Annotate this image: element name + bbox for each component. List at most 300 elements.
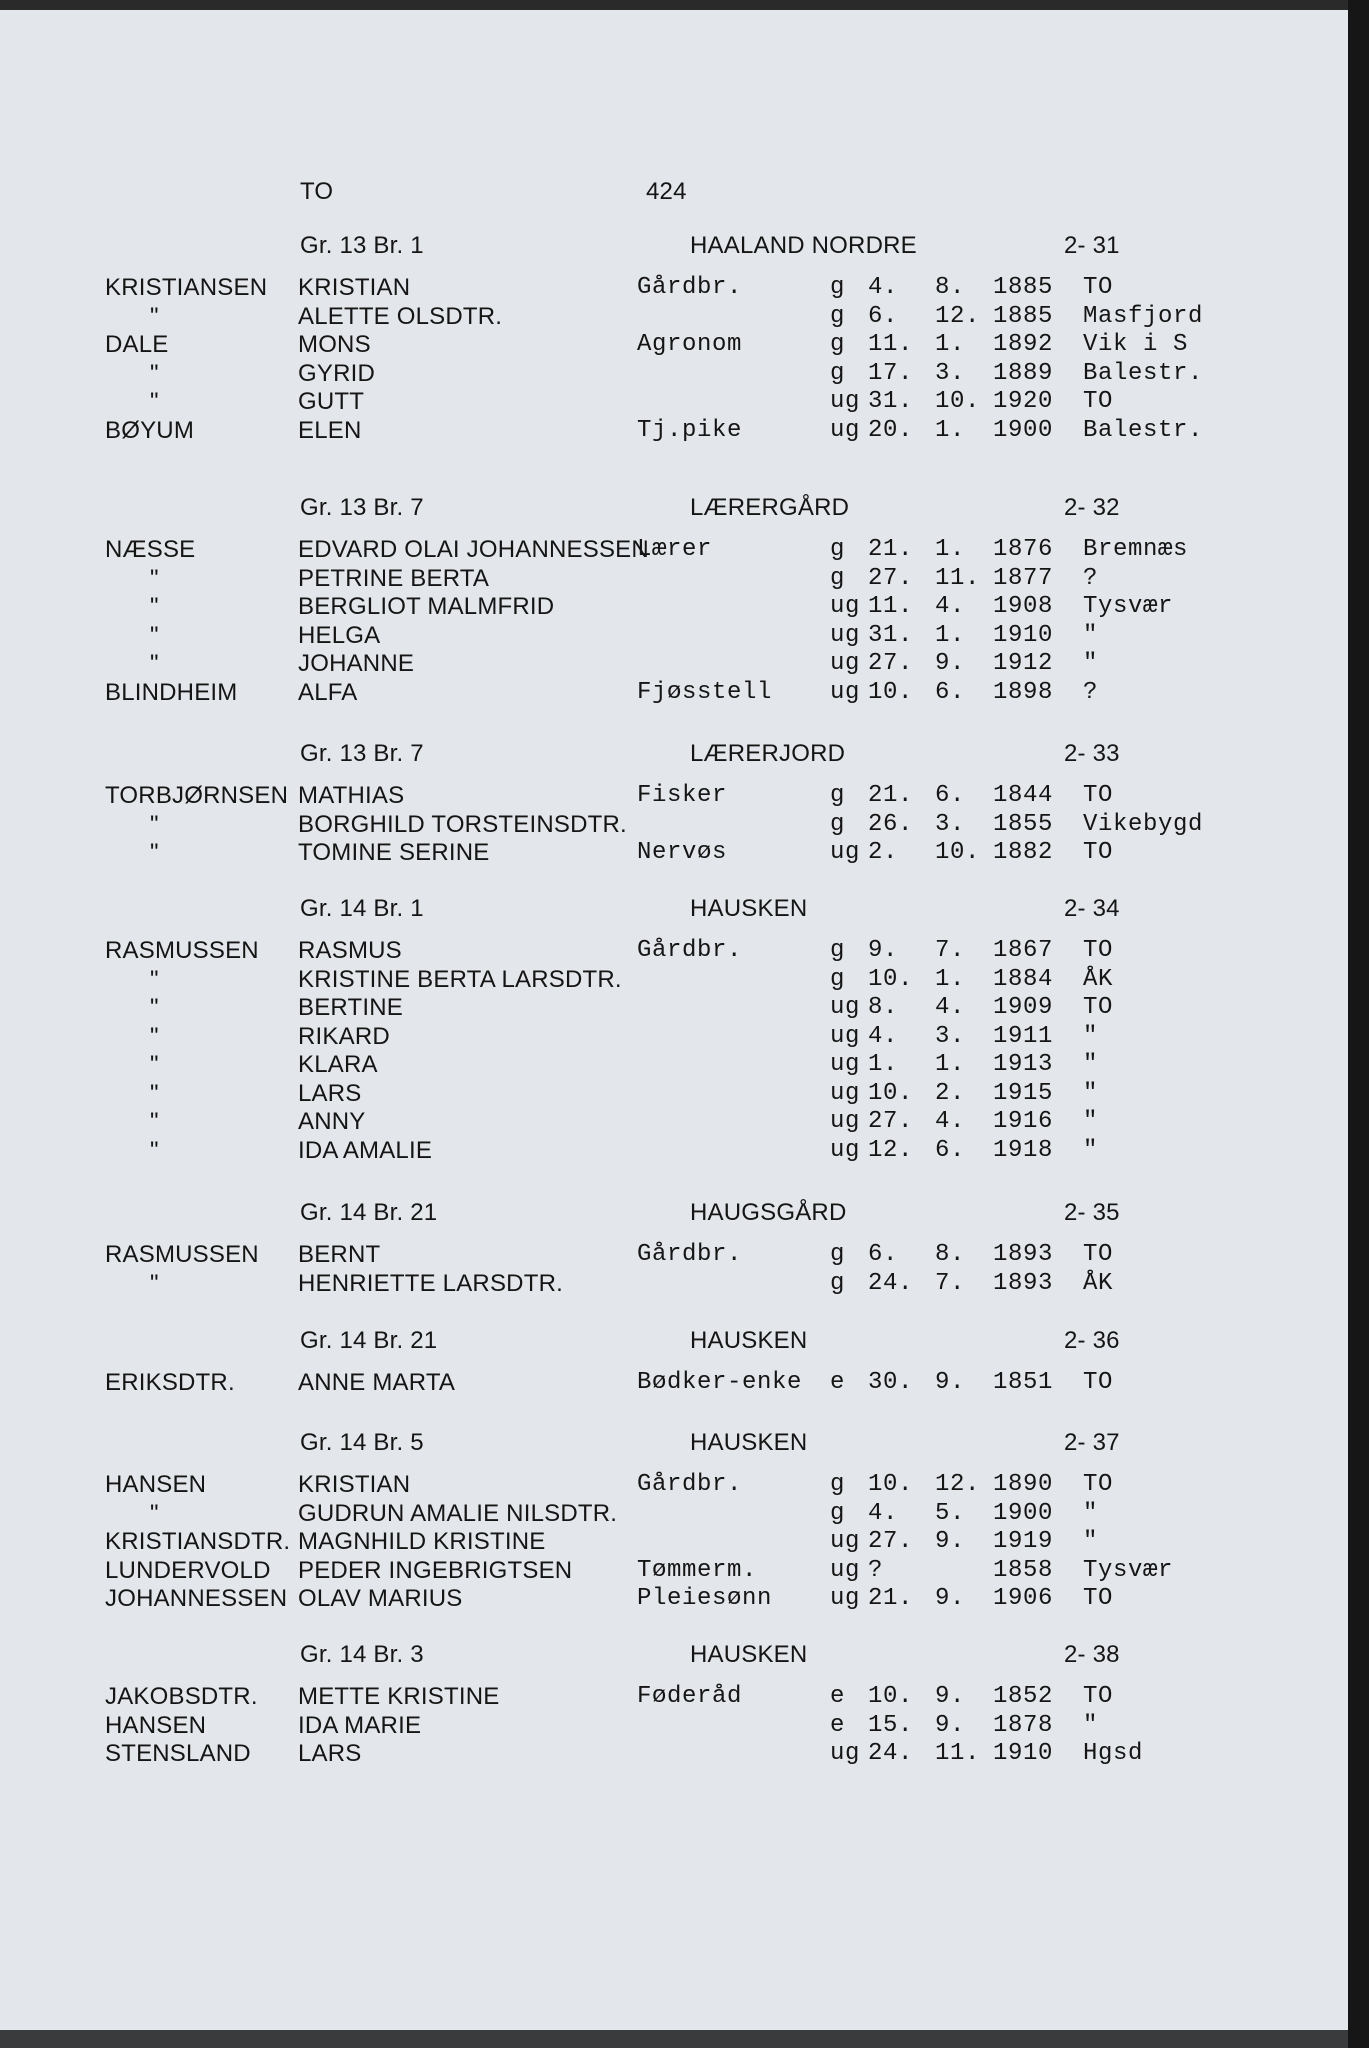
- person-row: [0, 966, 1348, 994]
- person-birth-year: 1878: [993, 1712, 1054, 1739]
- person-birth-year: 1877: [993, 565, 1054, 592]
- person-birth-place: Masfjord: [1083, 303, 1204, 330]
- person-status: ug: [830, 417, 861, 444]
- person-given-name: ANNY: [298, 1108, 366, 1135]
- person-row: [0, 1023, 1348, 1051]
- person-birth-place: Tysvær: [1083, 593, 1174, 620]
- person-given-name: GUTT: [298, 388, 365, 415]
- person-birth-year: 1884: [993, 966, 1054, 993]
- person-given-name: ELEN: [298, 417, 362, 444]
- person-birth-month: 12.: [935, 1471, 981, 1498]
- person-birth-month: 4.: [935, 593, 966, 620]
- person-given-name: LARS: [298, 1080, 362, 1107]
- person-occupation: Agronom: [637, 331, 743, 358]
- person-birth-month: 1.: [935, 966, 966, 993]
- person-given-name: JOHANNE: [298, 650, 415, 677]
- person-birth-place: ÅK: [1083, 1270, 1114, 1297]
- person-birth-year: 1852: [993, 1683, 1054, 1710]
- person-birth-place: Bremnæs: [1083, 536, 1189, 563]
- person-given-name: HELGA: [298, 622, 381, 649]
- person-row: [0, 565, 1348, 593]
- person-surname: ERIKSDTR.: [105, 1369, 235, 1396]
- person-status: g: [830, 565, 846, 592]
- person-surname: ": [150, 650, 159, 677]
- person-row: [0, 360, 1348, 388]
- person-status: ug: [830, 1108, 861, 1135]
- person-occupation: Gårdbr.: [637, 937, 743, 964]
- person-birth-day: 10.: [868, 1471, 914, 1498]
- person-given-name: MONS: [298, 331, 371, 358]
- person-status: ug: [830, 994, 861, 1021]
- person-birth-day: 24.: [868, 1270, 914, 1297]
- person-surname: LUNDERVOLD: [105, 1557, 271, 1584]
- person-birth-year: 1911: [993, 1023, 1054, 1050]
- person-row: [0, 1108, 1348, 1136]
- section-header: [0, 895, 1348, 925]
- person-surname: ": [150, 593, 159, 620]
- person-birth-year: 1900: [993, 1500, 1054, 1527]
- person-birth-month: 1.: [935, 622, 966, 649]
- person-status: e: [830, 1369, 846, 1396]
- person-occupation: Lærer: [637, 536, 713, 563]
- person-given-name: LARS: [298, 1740, 362, 1767]
- person-given-name: ALFA: [298, 679, 358, 706]
- person-birth-year: 1855: [993, 811, 1054, 838]
- person-birth-month: 6.: [935, 782, 966, 809]
- section-header: [0, 494, 1348, 524]
- section-ref: 2- 36: [1064, 1327, 1120, 1354]
- person-status: g: [830, 303, 846, 330]
- section-farm-name: HAUSKEN: [690, 1429, 808, 1456]
- person-birth-day: 10.: [868, 1683, 914, 1710]
- person-birth-year: 1898: [993, 679, 1054, 706]
- person-surname: ": [150, 622, 159, 649]
- section-farm-name: HAUSKEN: [690, 1327, 808, 1354]
- person-given-name: KLARA: [298, 1051, 378, 1078]
- person-given-name: BERNT: [298, 1241, 381, 1268]
- person-occupation: Gårdbr.: [637, 274, 743, 301]
- person-birth-place: TO: [1083, 388, 1114, 415]
- person-status: ug: [830, 1528, 861, 1555]
- page-number: 424: [646, 178, 687, 205]
- person-surname: RASMUSSEN: [105, 937, 259, 964]
- person-status: g: [830, 1241, 846, 1268]
- person-surname: ": [150, 1023, 159, 1050]
- person-status: ug: [830, 1585, 861, 1612]
- person-surname: KRISTIANSEN: [105, 274, 268, 301]
- person-birth-place: ": [1083, 1712, 1099, 1739]
- person-birth-month: 3.: [935, 1023, 966, 1050]
- person-birth-place: TO: [1083, 1369, 1114, 1396]
- person-birth-year: 1889: [993, 360, 1054, 387]
- person-birth-place: ": [1083, 1051, 1099, 1078]
- person-birth-place: ": [1083, 1137, 1099, 1164]
- person-birth-day: 31.: [868, 622, 914, 649]
- section-farm-name: HAUSKEN: [690, 895, 808, 922]
- person-surname: BØYUM: [105, 417, 195, 444]
- person-row: [0, 1369, 1348, 1397]
- person-birth-day: 6.: [868, 303, 899, 330]
- person-birth-day: 27.: [868, 565, 914, 592]
- section-ref: 2- 32: [1064, 494, 1120, 521]
- person-birth-year: 1882: [993, 839, 1054, 866]
- person-birth-year: 1844: [993, 782, 1054, 809]
- person-birth-day: 2.: [868, 839, 899, 866]
- person-birth-place: ": [1083, 1500, 1099, 1527]
- person-given-name: TOMINE SERINE: [298, 839, 490, 866]
- person-surname: ": [150, 303, 159, 330]
- section-farm-name: LÆRERGÅRD: [690, 494, 850, 521]
- person-surname: TORBJØRNSEN: [105, 782, 289, 809]
- person-status: g: [830, 811, 846, 838]
- person-birth-month: 11.: [935, 1740, 981, 1767]
- person-row: [0, 417, 1348, 445]
- person-given-name: PETRINE BERTA: [298, 565, 490, 592]
- person-status: ug: [830, 388, 861, 415]
- person-row: [0, 1683, 1348, 1711]
- person-row: [0, 811, 1348, 839]
- person-status: ug: [830, 593, 861, 620]
- person-status: g: [830, 274, 846, 301]
- section-header: [0, 1199, 1348, 1229]
- person-row: [0, 994, 1348, 1022]
- person-row: [0, 679, 1348, 707]
- person-surname: ": [150, 839, 159, 866]
- person-birth-day: 8.: [868, 994, 899, 1021]
- person-birth-day: 20.: [868, 417, 914, 444]
- person-surname: ": [150, 1080, 159, 1107]
- person-birth-place: Vik i S: [1083, 331, 1189, 358]
- scan-border-top: [0, 0, 1348, 10]
- person-status: ug: [830, 1051, 861, 1078]
- person-status: g: [830, 782, 846, 809]
- person-row: [0, 1080, 1348, 1108]
- person-surname: RASMUSSEN: [105, 1241, 259, 1268]
- person-birth-day: 30.: [868, 1369, 914, 1396]
- person-given-name: PEDER INGEBRIGTSEN: [298, 1557, 573, 1584]
- person-birth-month: 4.: [935, 1108, 966, 1135]
- person-birth-month: 7.: [935, 937, 966, 964]
- section-header: [0, 1641, 1348, 1671]
- person-birth-month: 6.: [935, 1137, 966, 1164]
- person-birth-month: 1.: [935, 1051, 966, 1078]
- person-birth-month: 9.: [935, 1712, 966, 1739]
- section-header: [0, 232, 1348, 262]
- person-birth-place: TO: [1083, 274, 1114, 301]
- person-surname: ": [150, 1500, 159, 1527]
- person-surname: ": [150, 1270, 159, 1297]
- person-birth-place: Balestr.: [1083, 360, 1204, 387]
- section-farm-name: HAALAND NORDRE: [690, 232, 917, 259]
- person-birth-place: ": [1083, 622, 1099, 649]
- person-birth-place: TO: [1083, 1471, 1114, 1498]
- person-surname: ": [150, 388, 159, 415]
- person-row: [0, 782, 1348, 810]
- person-birth-day: 11.: [868, 593, 914, 620]
- person-surname: ": [150, 565, 159, 592]
- person-birth-month: 2.: [935, 1080, 966, 1107]
- person-birth-month: 1.: [935, 536, 966, 563]
- person-status: ug: [830, 1557, 861, 1584]
- person-occupation: Gårdbr.: [637, 1471, 743, 1498]
- person-birth-month: 8.: [935, 1241, 966, 1268]
- person-birth-day: 10.: [868, 1080, 914, 1107]
- person-birth-place: ": [1083, 1080, 1099, 1107]
- section-farm-name: HAUGSGÅRD: [690, 1199, 847, 1226]
- person-row: [0, 1740, 1348, 1768]
- person-birth-year: 1910: [993, 622, 1054, 649]
- scan-border-right: [1348, 0, 1369, 2048]
- person-birth-day: 31.: [868, 388, 914, 415]
- person-birth-place: Balestr.: [1083, 417, 1204, 444]
- person-birth-day: 6.: [868, 1241, 899, 1268]
- person-birth-place: TO: [1083, 1585, 1114, 1612]
- person-status: g: [830, 937, 846, 964]
- person-row: [0, 1585, 1348, 1613]
- person-birth-day: 21.: [868, 782, 914, 809]
- person-birth-year: 1890: [993, 1471, 1054, 1498]
- person-surname: ": [150, 1108, 159, 1135]
- person-birth-day: 1.: [868, 1051, 899, 1078]
- person-birth-year: 1908: [993, 593, 1054, 620]
- scan-border-bottom: [0, 2030, 1348, 2048]
- person-birth-day: 10.: [868, 966, 914, 993]
- person-birth-month: 1.: [935, 331, 966, 358]
- person-surname: NÆSSE: [105, 536, 196, 563]
- person-birth-day: 27.: [868, 1528, 914, 1555]
- person-row: [0, 839, 1348, 867]
- person-birth-year: 1892: [993, 331, 1054, 358]
- person-birth-year: 1893: [993, 1270, 1054, 1297]
- person-status: g: [830, 536, 846, 563]
- person-birth-month: 4.: [935, 994, 966, 1021]
- person-birth-day: 21.: [868, 1585, 914, 1612]
- person-birth-month: 3.: [935, 811, 966, 838]
- person-birth-day: 12.: [868, 1137, 914, 1164]
- section-gr-br: Gr. 13 Br. 7: [300, 494, 424, 521]
- person-surname: BLINDHEIM: [105, 679, 238, 706]
- person-birth-place: TO: [1083, 994, 1114, 1021]
- section-ref: 2- 33: [1064, 740, 1120, 767]
- person-given-name: IDA AMALIE: [298, 1137, 433, 1164]
- person-status: ug: [830, 839, 861, 866]
- person-birth-place: ?: [1083, 565, 1099, 592]
- person-birth-day: ?: [868, 1557, 884, 1584]
- area-code: TO: [300, 178, 334, 205]
- person-birth-month: 10.: [935, 839, 981, 866]
- person-given-name: OLAV MARIUS: [298, 1585, 463, 1612]
- person-birth-month: 9.: [935, 1683, 966, 1710]
- person-occupation: Gårdbr.: [637, 1241, 743, 1268]
- person-row: [0, 274, 1348, 302]
- person-occupation: Fjøsstell: [637, 679, 773, 706]
- person-birth-month: 3.: [935, 360, 966, 387]
- section-header: [0, 1327, 1348, 1357]
- section-ref: 2- 37: [1064, 1429, 1120, 1456]
- person-row: [0, 388, 1348, 416]
- person-birth-month: 9.: [935, 1369, 966, 1396]
- section-gr-br: Gr. 14 Br. 1: [300, 895, 424, 922]
- person-birth-month: 12.: [935, 303, 981, 330]
- person-occupation: Tj.pike: [637, 417, 743, 444]
- section-farm-name: LÆRERJORD: [690, 740, 846, 767]
- person-occupation: Fisker: [637, 782, 728, 809]
- person-birth-day: 10.: [868, 679, 914, 706]
- person-birth-place: TO: [1083, 782, 1114, 809]
- person-birth-year: 1876: [993, 536, 1054, 563]
- person-status: ug: [830, 1137, 861, 1164]
- person-birth-place: TO: [1083, 1241, 1114, 1268]
- person-birth-month: 10.: [935, 388, 981, 415]
- person-given-name: BORGHILD TORSTEINSDTR.: [298, 811, 627, 838]
- person-status: g: [830, 331, 846, 358]
- person-birth-year: 1885: [993, 274, 1054, 301]
- section-gr-br: Gr. 14 Br. 21: [300, 1327, 438, 1354]
- person-occupation: Bødker-enke: [637, 1369, 803, 1396]
- person-status: g: [830, 1471, 846, 1498]
- person-birth-day: 24.: [868, 1740, 914, 1767]
- person-row: [0, 1500, 1348, 1528]
- person-status: g: [830, 1270, 846, 1297]
- person-row: [0, 331, 1348, 359]
- person-surname: STENSLAND: [105, 1740, 251, 1767]
- person-birth-place: ": [1083, 1108, 1099, 1135]
- person-row: [0, 622, 1348, 650]
- person-birth-year: 1915: [993, 1080, 1054, 1107]
- person-birth-month: 11.: [935, 565, 981, 592]
- person-surname: ": [150, 966, 159, 993]
- person-row: [0, 1241, 1348, 1269]
- person-birth-year: 1909: [993, 994, 1054, 1021]
- person-status: ug: [830, 622, 861, 649]
- person-row: [0, 1557, 1348, 1585]
- person-given-name: ALETTE OLSDTR.: [298, 303, 503, 330]
- section-gr-br: Gr. 13 Br. 7: [300, 740, 424, 767]
- person-birth-month: 8.: [935, 274, 966, 301]
- person-birth-month: 9.: [935, 650, 966, 677]
- person-status: e: [830, 1712, 846, 1739]
- section-gr-br: Gr. 14 Br. 21: [300, 1199, 438, 1226]
- person-surname: ": [150, 1137, 159, 1164]
- person-occupation: Nervøs: [637, 839, 728, 866]
- person-status: g: [830, 360, 846, 387]
- person-birth-year: 1893: [993, 1241, 1054, 1268]
- person-birth-place: TO: [1083, 1683, 1114, 1710]
- section-gr-br: Gr. 13 Br. 1: [300, 232, 424, 259]
- person-birth-month: 9.: [935, 1585, 966, 1612]
- person-occupation: Føderåd: [637, 1683, 743, 1710]
- person-birth-year: 1858: [993, 1557, 1054, 1584]
- person-birth-day: 4.: [868, 274, 899, 301]
- person-surname: HANSEN: [105, 1712, 207, 1739]
- person-birth-place: ": [1083, 1023, 1099, 1050]
- person-surname: DALE: [105, 331, 169, 358]
- person-given-name: KRISTINE BERTA LARSDTR.: [298, 966, 622, 993]
- section-header: [0, 1429, 1348, 1459]
- person-birth-month: 6.: [935, 679, 966, 706]
- person-surname: KRISTIANSDTR.: [105, 1528, 291, 1555]
- person-status: ug: [830, 1080, 861, 1107]
- person-birth-year: 1919: [993, 1528, 1054, 1555]
- person-row: [0, 937, 1348, 965]
- person-given-name: IDA MARIE: [298, 1712, 422, 1739]
- person-birth-year: 1910: [993, 1740, 1054, 1767]
- person-occupation: Pleiesønn: [637, 1585, 773, 1612]
- person-given-name: HENRIETTE LARSDTR.: [298, 1270, 563, 1297]
- person-birth-place: Vikebygd: [1083, 811, 1204, 838]
- person-birth-month: 5.: [935, 1500, 966, 1527]
- person-row: [0, 1270, 1348, 1298]
- person-birth-year: 1900: [993, 417, 1054, 444]
- person-birth-place: ": [1083, 650, 1099, 677]
- person-given-name: RIKARD: [298, 1023, 390, 1050]
- person-birth-year: 1906: [993, 1585, 1054, 1612]
- person-row: [0, 1528, 1348, 1556]
- person-birth-place: TO: [1083, 839, 1114, 866]
- person-status: e: [830, 1683, 846, 1710]
- person-row: [0, 650, 1348, 678]
- person-given-name: METTE KRISTINE: [298, 1683, 500, 1710]
- person-given-name: KRISTIAN: [298, 1471, 411, 1498]
- person-row: [0, 536, 1348, 564]
- person-birth-month: 1.: [935, 417, 966, 444]
- person-birth-place: ÅK: [1083, 966, 1114, 993]
- person-birth-day: 4.: [868, 1023, 899, 1050]
- person-surname: ": [150, 360, 159, 387]
- person-row: [0, 1051, 1348, 1079]
- person-given-name: GUDRUN AMALIE NILSDTR.: [298, 1500, 618, 1527]
- person-given-name: ANNE MARTA: [298, 1369, 456, 1396]
- person-birth-place: ": [1083, 1528, 1099, 1555]
- person-given-name: MATHIAS: [298, 782, 405, 809]
- person-birth-year: 1920: [993, 388, 1054, 415]
- person-given-name: KRISTIAN: [298, 274, 411, 301]
- person-status: g: [830, 966, 846, 993]
- person-row: [0, 1712, 1348, 1740]
- person-birth-place: TO: [1083, 937, 1114, 964]
- person-birth-day: 26.: [868, 811, 914, 838]
- person-surname: JAKOBSDTR.: [105, 1683, 258, 1710]
- person-birth-day: 11.: [868, 331, 914, 358]
- person-birth-year: 1851: [993, 1369, 1054, 1396]
- person-status: ug: [830, 650, 861, 677]
- person-birth-year: 1885: [993, 303, 1054, 330]
- person-surname: ": [150, 811, 159, 838]
- person-row: [0, 593, 1348, 621]
- person-status: g: [830, 1500, 846, 1527]
- person-surname: ": [150, 994, 159, 1021]
- person-birth-day: 9.: [868, 937, 899, 964]
- section-header: [0, 740, 1348, 770]
- person-birth-year: 1913: [993, 1051, 1054, 1078]
- person-birth-day: 4.: [868, 1500, 899, 1527]
- person-surname: ": [150, 1051, 159, 1078]
- person-birth-day: 21.: [868, 536, 914, 563]
- person-row: [0, 1471, 1348, 1499]
- person-birth-day: 17.: [868, 360, 914, 387]
- person-given-name: RASMUS: [298, 937, 402, 964]
- person-birth-place: Hgsd: [1083, 1740, 1144, 1767]
- person-given-name: GYRID: [298, 360, 376, 387]
- person-birth-month: 9.: [935, 1528, 966, 1555]
- person-status: ug: [830, 1023, 861, 1050]
- section-gr-br: Gr. 14 Br. 5: [300, 1429, 424, 1456]
- person-birth-day: 27.: [868, 1108, 914, 1135]
- person-birth-day: 15.: [868, 1712, 914, 1739]
- person-birth-place: Tysvær: [1083, 1557, 1174, 1584]
- person-row: [0, 1137, 1348, 1165]
- person-birth-month: 7.: [935, 1270, 966, 1297]
